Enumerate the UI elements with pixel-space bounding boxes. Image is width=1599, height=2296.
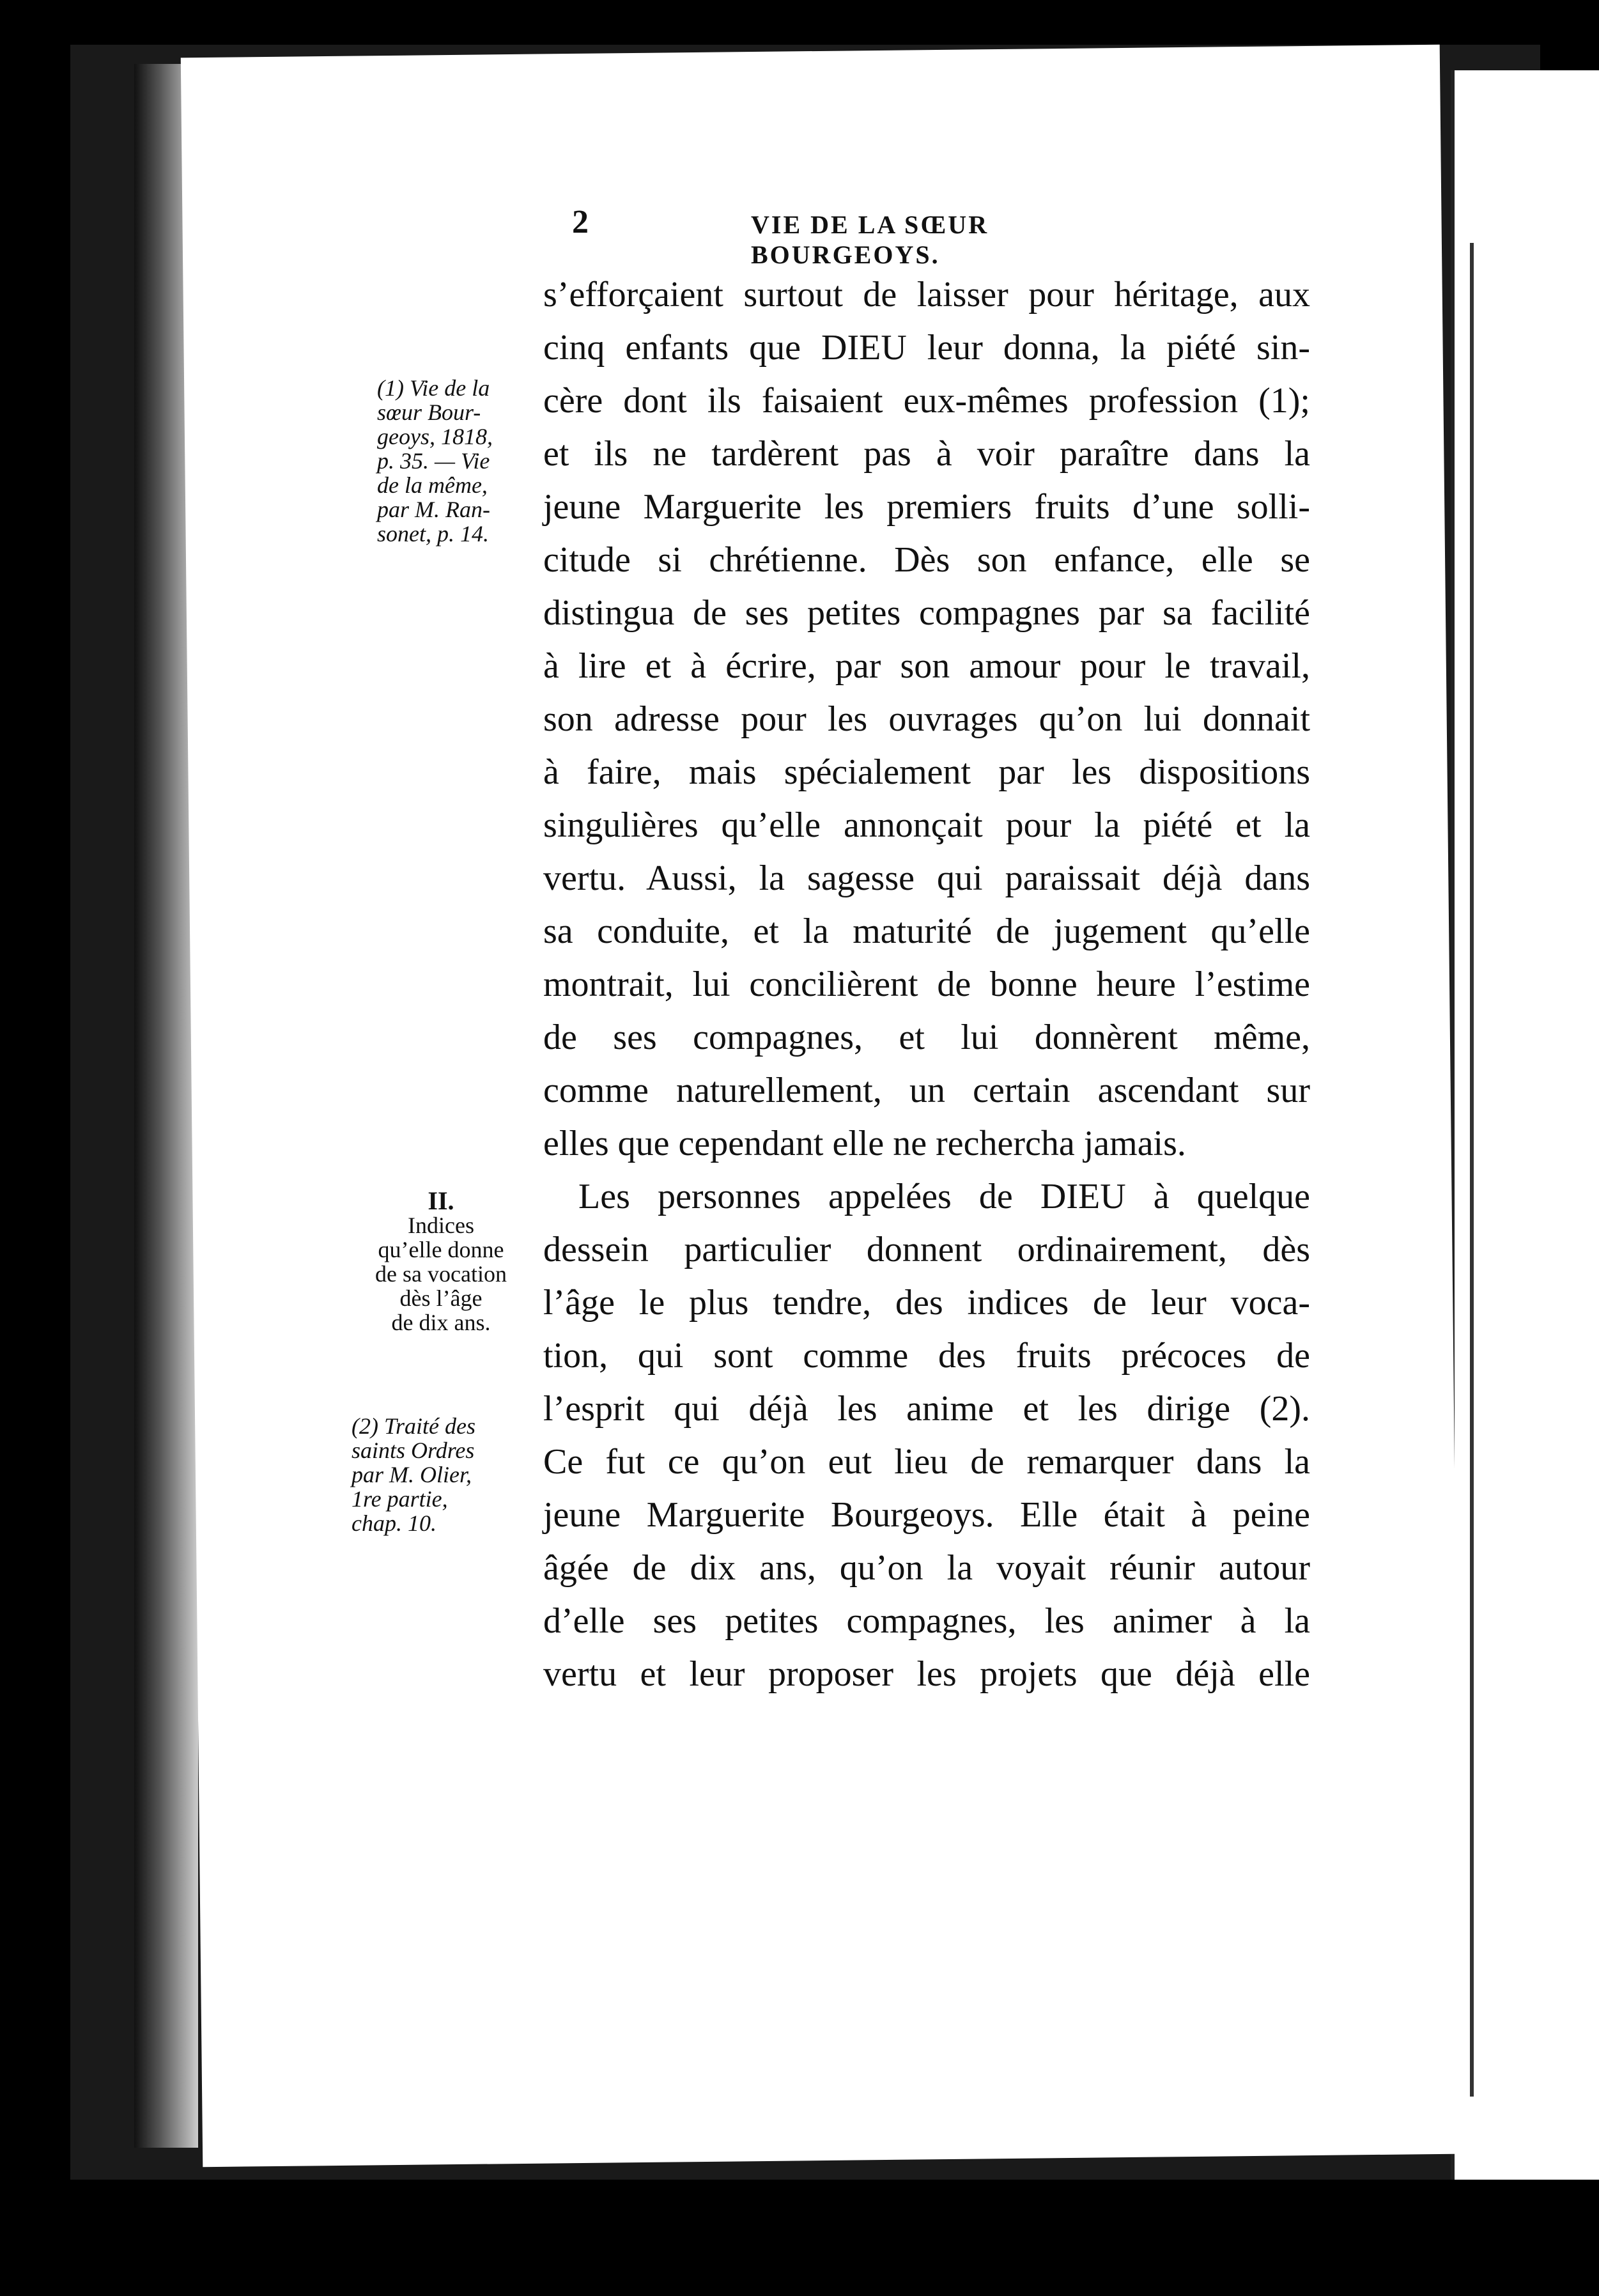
page-number: 2	[572, 204, 590, 240]
text-line: citude si chrétienne. Dès son enfance, elle se	[543, 540, 1310, 580]
note-line: 1re partie,	[351, 1486, 448, 1512]
text-line: jeune Marguerite Bourgeoys. Elle était à peine	[543, 1495, 1310, 1535]
note-line: sonet, p. 14.	[377, 521, 489, 547]
text-line: vertu. Aussi, la sagesse qui paraissait déjà dans	[543, 858, 1310, 898]
text-line: de ses compagnes, et lui donnèrent même,	[543, 1018, 1310, 1057]
text-line: comme naturellement, un certain ascendant sur	[543, 1071, 1310, 1110]
text-line: distingua de ses petites compagnes par sa facilité	[543, 593, 1310, 633]
note-line: saints Ordres	[351, 1438, 475, 1463]
text-line: Les personnes appelées de DIEU à quelque	[578, 1177, 1310, 1216]
margin-footnote-1	[377, 376, 550, 546]
text-line: cinq enfants que DIEU leur donna, la piété sin-	[543, 328, 1310, 368]
note-line: (2) Traité des	[351, 1413, 475, 1439]
running-title: VIE DE LA SŒUR BOURGEOYS.	[751, 210, 989, 269]
text-line: à faire, mais spécialement par les dispositions	[543, 752, 1310, 792]
text-line: singulières qu’elle annonçait pour la piété et la	[543, 805, 1310, 845]
text-line: dessein particulier donnent ordinairement, dès	[543, 1230, 1310, 1269]
text-line: jeune Marguerite les premiers fruits d’une solli-	[543, 487, 1310, 527]
text-line: sa conduite, et la maturité de jugement qu’elle	[543, 911, 1310, 951]
body-text	[543, 268, 1310, 1701]
note-line: de dix ans.	[391, 1310, 491, 1335]
note-line: sœur Bour-	[377, 399, 481, 425]
text-line: vertu et leur proposer les projets que déjà elle	[543, 1654, 1310, 1694]
text-line: et ils ne tardèrent pas à voir paraître dans la	[543, 434, 1310, 474]
margin-section-summary	[355, 1186, 527, 1335]
note-line: qu’elle donne	[378, 1237, 504, 1262]
text-line: son adresse pour les ouvrages qu’on lui donnait	[543, 699, 1310, 739]
text-line: tion, qui sont comme des fruits précoces de	[543, 1336, 1310, 1376]
text-line: Ce fut ce qu’on eut lieu de remarquer dans la	[543, 1442, 1310, 1482]
section-number: II.	[428, 1186, 454, 1215]
note-line: dès l’âge	[399, 1285, 483, 1311]
note-line: de sa vocation	[375, 1261, 507, 1287]
note-line: Indices	[408, 1213, 474, 1238]
note-line: chap. 10.	[351, 1510, 436, 1536]
text-line: l’âge le plus tendre, des indices de leur voca-	[543, 1283, 1310, 1323]
text-line: elles que cependant elle ne rechercha jamais.	[543, 1124, 1186, 1163]
text-line: cère dont ils faisaient eux-mêmes profession (1);	[543, 381, 1310, 421]
adjacent-page-rule	[1470, 243, 1474, 2097]
note-line: p. 35. — Vie	[377, 448, 490, 474]
note-line: par M. Olier,	[351, 1462, 472, 1487]
text-line: à lire et à écrire, par son amour pour le travail,	[543, 646, 1310, 686]
note-line: (1) Vie de la	[377, 375, 490, 401]
text-line: s’efforçaient surtout de laisser pour héritage, aux	[543, 275, 1310, 314]
text-line: âgée de dix ans, qu’on la voyait réunir autour	[543, 1548, 1310, 1588]
margin-footnote-2	[351, 1414, 524, 1535]
text-line: d’elle ses petites compagnes, les animer à la	[543, 1601, 1310, 1641]
text-line: montrait, lui concilièrent de bonne heure l’estime	[543, 965, 1310, 1004]
text-line: l’esprit qui déjà les anime et les dirige (2).	[543, 1389, 1310, 1429]
note-line: par M. Ran-	[377, 497, 490, 522]
running-head	[572, 203, 1147, 269]
note-line: geoys, 1818,	[377, 424, 493, 449]
note-line: de la même,	[377, 472, 488, 498]
